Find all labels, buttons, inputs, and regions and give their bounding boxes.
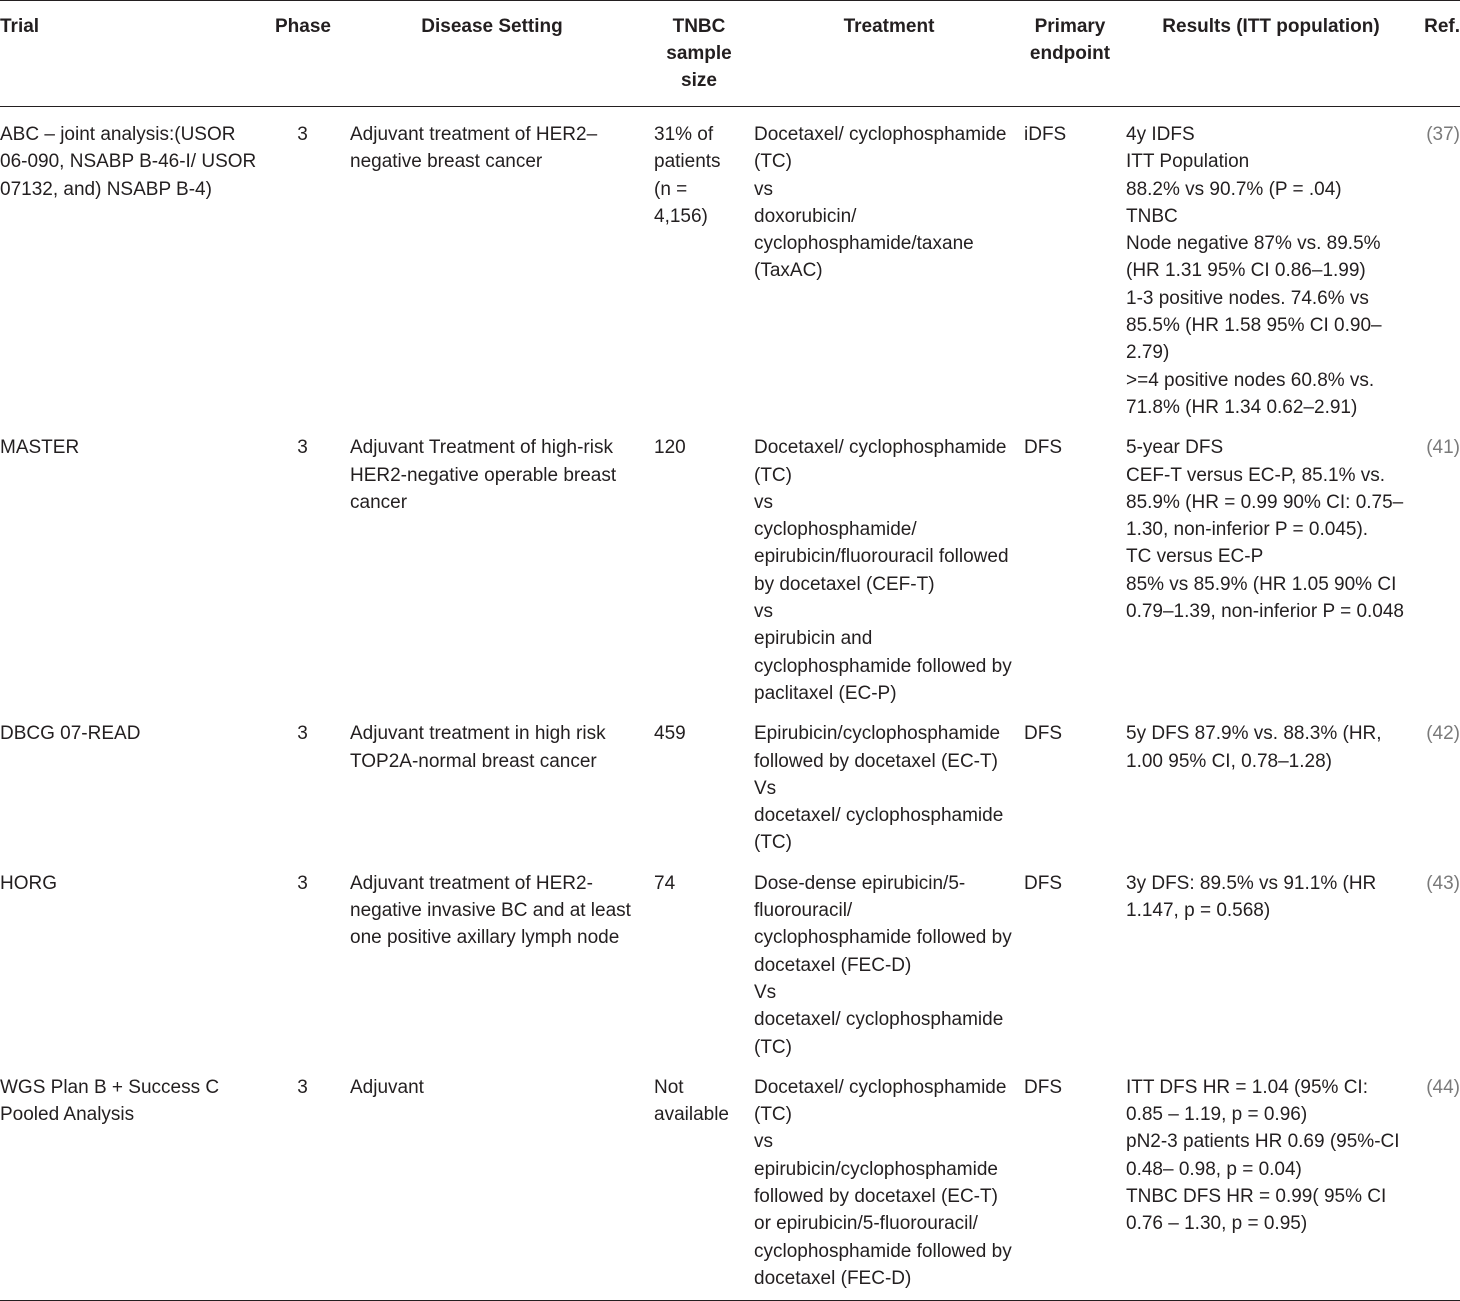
- result-line: ITT DFS HR = 1.04 (95% CI: 0.85 – 1.19, p = 0.96): [1126, 1076, 1368, 1126]
- table-row: [0, 107, 1460, 422]
- cell-setting: Adjuvant Treatment of high-risk HER2-negative operable breast cancer: [350, 437, 617, 513]
- cell-size: 120: [654, 437, 686, 459]
- result-line: 88.2% vs 90.7% (P = .04): [1126, 178, 1342, 200]
- result-line: ITT Population: [1126, 151, 1250, 173]
- cell-size: 459: [654, 723, 686, 745]
- cell-endpoint: DFS: [1024, 723, 1062, 745]
- result-line: 5-year DFS: [1126, 437, 1224, 459]
- cell-setting: Adjuvant treatment of HER2–negative breast cancer: [350, 124, 598, 173]
- cell-trial: ABC – joint analysis:(USOR 06-090, NSABP B-46-I/ USOR 07132, and) NSABP B-4): [0, 124, 257, 200]
- cell-ref-link[interactable]: (42): [1426, 723, 1460, 745]
- result-line: 4y IDFS: [1126, 124, 1195, 145]
- cell-treatment: [754, 421, 1024, 707]
- cell-results: [1126, 1061, 1416, 1301]
- header-ref: Ref.: [1424, 16, 1460, 37]
- treatment-line: epirubicin/cyclophosphamide followed by docetaxel (EC-T) or epirubicin/5-fluorouracil/ cyclophosphamide followed by docetaxel (FEC-D): [754, 1158, 1012, 1289]
- treatment-line: Dose-dense epirubicin/5-fluorouracil/ cyclophosphamide followed by docetaxel (FEC-D): [754, 872, 1012, 976]
- result-line: CEF-T versus EC-P, 85.1% vs. 85.9% (HR = 0.99 90% CI: 0.75–1.30, non-inferior P = 0.045).: [1126, 464, 1404, 541]
- cell-endpoint: DFS: [1024, 872, 1062, 894]
- header-phase: Phase: [275, 16, 331, 37]
- cell-results: [1126, 107, 1416, 422]
- cell-ref-link[interactable]: (43): [1426, 872, 1460, 894]
- table-row: [0, 707, 1460, 856]
- treatment-line: vs: [754, 1131, 773, 1153]
- cell-trial: MASTER: [0, 437, 80, 459]
- cell-treatment: [754, 107, 1024, 422]
- cell-treatment: [754, 857, 1024, 1061]
- cell-results: [1126, 707, 1416, 856]
- cell-size: 74: [654, 872, 676, 894]
- cell-phase: 3: [297, 872, 308, 894]
- cell-phase: 3: [297, 1076, 308, 1098]
- result-line: 1-3 positive nodes. 74.6% vs 85.5% (HR 1.58 95% CI 0.90–2.79): [1126, 287, 1382, 364]
- treatment-line: cyclophosphamide/ epirubicin/fluorouracil followed by docetaxel (CEF-T): [754, 519, 1009, 595]
- treatment-line: Vs: [754, 777, 777, 799]
- cell-trial: HORG: [0, 872, 57, 894]
- cell-trial: WGS Plan B + Success C Pooled Analysis: [0, 1076, 220, 1126]
- result-line: TNBC: [1126, 205, 1178, 227]
- cell-setting: Adjuvant treatment in high risk TOP2A-normal breast cancer: [350, 723, 606, 772]
- treatment-line: docetaxel/ cyclophosphamide (TC): [754, 1009, 1004, 1058]
- result-line: >=4 positive nodes 60.8% vs. 71.8% (HR 1.34 0.62–2.91): [1126, 369, 1375, 418]
- cell-treatment: [754, 1061, 1024, 1301]
- treatment-line: epirubicin and cyclophosphamide followed by paclitaxel (EC-P): [754, 628, 1012, 704]
- header-endpoint: Primary endpoint: [1029, 16, 1111, 64]
- table-row: [0, 1061, 1460, 1301]
- header-trial: Trial: [0, 16, 40, 37]
- result-line: Node negative 87% vs. 89.5% (HR 1.31 95% CI 0.86–1.99): [1126, 233, 1381, 282]
- cell-endpoint: DFS: [1024, 1076, 1062, 1098]
- table-row: [0, 421, 1460, 707]
- treatment-line: Docetaxel/ cyclophosphamide (TC): [754, 1076, 1007, 1126]
- treatment-line: Epirubicin/cyclophosphamide followed by docetaxel (EC-T): [754, 723, 1001, 772]
- cell-ref-link[interactable]: (41): [1426, 437, 1460, 459]
- header-results: Results (ITT population): [1162, 16, 1380, 37]
- treatment-line: Docetaxel/ cyclophosphamide (TC): [754, 437, 1007, 486]
- header-setting: Disease Setting: [421, 16, 563, 37]
- treatment-line: Vs: [754, 981, 777, 1003]
- cell-treatment: [754, 707, 1024, 856]
- cell-results: [1126, 857, 1416, 1061]
- treatment-line: vs: [754, 491, 773, 513]
- result-line: 3y DFS: 89.5% vs 91.1% (HR 1.147, p = 0.568): [1126, 872, 1377, 922]
- cell-ref-link[interactable]: (44): [1426, 1076, 1460, 1098]
- cell-trial: DBCG 07-READ: [0, 723, 141, 745]
- result-line: TC versus EC-P: [1126, 546, 1264, 568]
- cell-size: 31% of patients (n = 4,156): [654, 124, 721, 227]
- result-line: 85% vs 85.9% (HR 1.05 90% CI 0.79–1.39, non-inferior P = 0.048: [1126, 573, 1404, 623]
- table-body: [0, 107, 1460, 1301]
- cell-phase: 3: [297, 124, 308, 145]
- treatment-line: vs: [754, 178, 773, 200]
- table-row: [0, 857, 1460, 1061]
- treatment-line: vs: [754, 601, 773, 623]
- result-line: pN2-3 patients HR 0.69 (95%-CI 0.48– 0.98, p = 0.04): [1126, 1131, 1400, 1180]
- treatment-line: docetaxel/ cyclophosphamide (TC): [754, 805, 1004, 854]
- table-header: [0, 1, 1460, 107]
- cell-phase: 3: [297, 723, 308, 745]
- result-line: TNBC DFS HR = 0.99( 95% CI 0.76 – 1.30, p = 0.95): [1126, 1185, 1387, 1235]
- cell-phase: 3: [297, 437, 308, 459]
- cell-endpoint: iDFS: [1024, 124, 1067, 145]
- header-row: [0, 1, 1460, 107]
- header-treatment: Treatment: [843, 16, 935, 37]
- result-line: 5y DFS 87.9% vs. 88.3% (HR, 1.00 95% CI, 0.78–1.28): [1126, 723, 1382, 772]
- treatment-line: doxorubicin/ cyclophosphamide/taxane (TaxAC): [754, 205, 974, 282]
- treatment-line: Docetaxel/ cyclophosphamide (TC): [754, 124, 1007, 173]
- cell-size: Not available: [654, 1076, 729, 1126]
- cell-setting: Adjuvant: [350, 1076, 424, 1098]
- cell-setting: Adjuvant treatment of HER2-negative invasive BC and at least one positive axillary lymph node: [350, 872, 631, 949]
- header-size: TNBC sample size: [666, 16, 732, 91]
- cell-results: [1126, 421, 1416, 707]
- cell-endpoint: DFS: [1024, 437, 1062, 459]
- cell-ref-link[interactable]: (37): [1426, 124, 1460, 145]
